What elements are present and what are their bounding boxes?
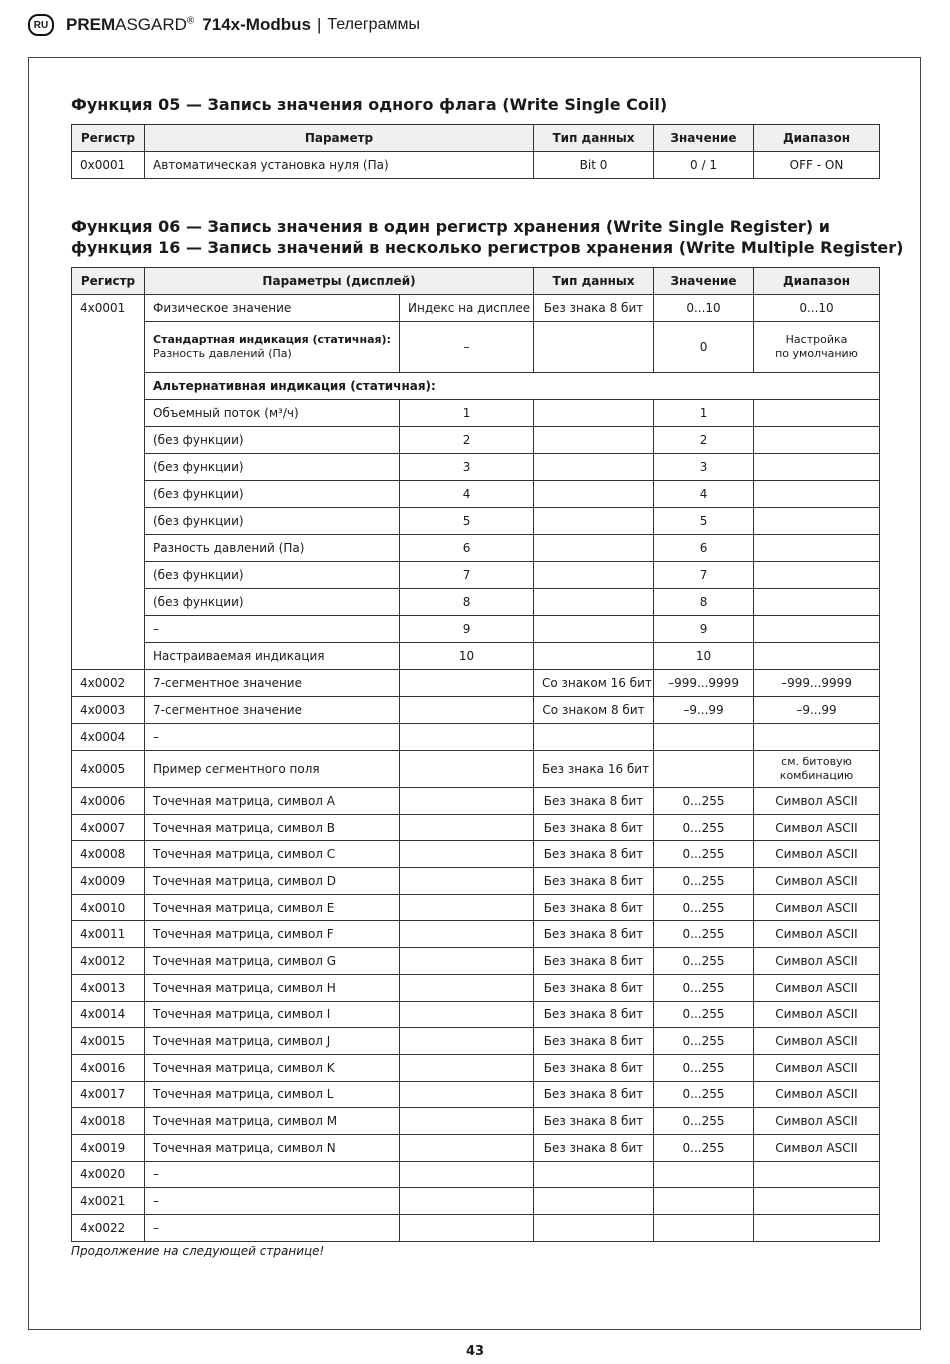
cell-register: 4x0015 — [72, 1028, 145, 1055]
cell-index: 1 — [400, 400, 534, 427]
language-badge: RU — [28, 14, 54, 36]
cell-parameter: Точечная матрица, символ K — [145, 1054, 400, 1081]
cell-range — [754, 562, 880, 589]
cell-index — [400, 1054, 534, 1081]
table-row — [72, 400, 880, 427]
cell-parameter: Точечная матрица, символ F — [145, 921, 400, 948]
cell-range — [754, 427, 880, 454]
cell-index — [400, 670, 534, 697]
cell-parameter: Разность давлений (Па) — [145, 535, 400, 562]
table-row — [72, 1028, 880, 1055]
cell-value: 10 — [654, 643, 754, 670]
section2-title-line1: Функция 06 — Запись значения в один регистр хранения (Write Single Register) и — [71, 217, 830, 236]
cell-index — [400, 1081, 534, 1108]
cell-parameter: (без функции) — [145, 589, 400, 616]
cell-index — [400, 1134, 534, 1161]
table-row — [72, 322, 880, 373]
cell-register: 4x0018 — [72, 1108, 145, 1135]
cell-parameter: 7-сегментное значение — [145, 670, 400, 697]
cell-datatype: Без знака 8 бит — [534, 1134, 654, 1161]
cell-index: 7 — [400, 562, 534, 589]
cell-index: 10 — [400, 643, 534, 670]
cell-index — [400, 751, 534, 788]
cell-datatype — [534, 562, 654, 589]
cell-parameter: Точечная матрица, символ M — [145, 1108, 400, 1135]
alternative-indication-label: Альтернативная индикация (статичная): — [145, 373, 880, 400]
cell-value: 0...255 — [654, 841, 754, 868]
cell-range: Символ ASCII — [754, 814, 880, 841]
table-row — [72, 1001, 880, 1028]
cell-parameter: Точечная матрица, символ C — [145, 841, 400, 868]
cell-parameter: Точечная матрица, символ I — [145, 1001, 400, 1028]
registered-mark: ® — [186, 15, 195, 27]
cell-register: 4x0009 — [72, 868, 145, 895]
cell-register: 4x0004 — [72, 724, 145, 751]
cell-value: 9 — [654, 616, 754, 643]
cell-register-empty — [72, 562, 145, 589]
table-header-row — [72, 268, 880, 295]
cell-value: 0...255 — [654, 1108, 754, 1135]
table-row — [72, 788, 880, 815]
cell-datatype: Без знака 8 бит — [534, 974, 654, 1001]
cell-register-empty — [72, 427, 145, 454]
cell-range: Символ ASCII — [754, 1028, 880, 1055]
cell-datatype — [534, 427, 654, 454]
table-row — [72, 562, 880, 589]
table-row — [72, 670, 880, 697]
cell-register: 4x0019 — [72, 1134, 145, 1161]
cell-parameter: Точечная матрица, символ E — [145, 894, 400, 921]
cell-register: 0x0001 — [72, 152, 145, 179]
cell-value: –999...9999 — [654, 670, 754, 697]
cell-register-empty — [72, 589, 145, 616]
cell-index — [400, 1108, 534, 1135]
cell-index — [400, 1215, 534, 1242]
cell-value: 0...255 — [654, 868, 754, 895]
cell-parameter: Точечная матрица, символ J — [145, 1028, 400, 1055]
range-line2: комбинацию — [779, 769, 854, 782]
cell-value: 0 / 1 — [654, 152, 754, 179]
cell-datatype — [534, 535, 654, 562]
cell-value: 2 — [654, 427, 754, 454]
continuation-note: Продолжение на следующей странице! — [71, 1244, 325, 1258]
cell-parameter: (без функции) — [145, 508, 400, 535]
cell-index — [400, 1001, 534, 1028]
cell-register: 4x0001 — [72, 295, 145, 322]
table-row — [72, 697, 880, 724]
cell-value: 0 — [654, 322, 754, 373]
cell-range: –9...99 — [754, 697, 880, 724]
cell-register: 4x0022 — [72, 1215, 145, 1242]
cell-value: –9...99 — [654, 697, 754, 724]
cell-index: Индекс на дисплее — [400, 295, 534, 322]
cell-register: 4x0017 — [72, 1081, 145, 1108]
table-row — [72, 373, 880, 400]
cell-index: 5 — [400, 508, 534, 535]
range-line1: Настройка — [785, 333, 848, 346]
header-title: Телеграммы — [327, 16, 420, 33]
cell-register: 4x0006 — [72, 788, 145, 815]
cell-value: 0...10 — [654, 295, 754, 322]
cell-value: 1 — [654, 400, 754, 427]
cell-datatype — [534, 508, 654, 535]
cell-value: 0...255 — [654, 894, 754, 921]
table-row — [72, 454, 880, 481]
standard-indication-label: Стандартная индикация (статичная): — [153, 333, 391, 346]
cell-range — [754, 643, 880, 670]
table-row — [72, 868, 880, 895]
cell-register-empty — [72, 454, 145, 481]
cell-register-empty — [72, 322, 145, 373]
range-line1: см. битовую — [781, 755, 852, 768]
cell-index — [400, 921, 534, 948]
cell-parameter — [145, 322, 400, 373]
cell-value: 7 — [654, 562, 754, 589]
cell-value — [654, 1188, 754, 1215]
table-row — [72, 643, 880, 670]
cell-range: Символ ASCII — [754, 948, 880, 975]
cell-index: – — [400, 322, 534, 373]
cell-datatype — [534, 454, 654, 481]
cell-parameter: – — [145, 724, 400, 751]
cell-range — [754, 535, 880, 562]
cell-datatype: Без знака 8 бит — [534, 948, 654, 975]
cell-datatype: Без знака 8 бит — [534, 841, 654, 868]
cell-register: 4x0010 — [72, 894, 145, 921]
header-separator: | — [316, 15, 322, 34]
cell-index — [400, 1161, 534, 1188]
cell-register: 4x0005 — [72, 751, 145, 788]
cell-value: 0...255 — [654, 1134, 754, 1161]
cell-parameter: Объемный поток (м³/ч) — [145, 400, 400, 427]
col-header-value: Значение — [654, 268, 754, 295]
cell-value: 0...255 — [654, 1028, 754, 1055]
cell-parameter: Пример сегментного поля — [145, 751, 400, 788]
cell-datatype: Без знака 8 бит — [534, 814, 654, 841]
cell-datatype — [534, 400, 654, 427]
cell-range: Символ ASCII — [754, 1081, 880, 1108]
table-row — [72, 1108, 880, 1135]
cell-index: 3 — [400, 454, 534, 481]
cell-range — [754, 481, 880, 508]
cell-value: 0...255 — [654, 974, 754, 1001]
cell-value: 3 — [654, 454, 754, 481]
cell-parameter: Физическое значение — [145, 295, 400, 322]
range-line2: по умолчанию — [775, 347, 858, 360]
table-row — [72, 894, 880, 921]
cell-datatype — [534, 724, 654, 751]
table-row — [72, 589, 880, 616]
table-row — [72, 921, 880, 948]
cell-parameter: Точечная матрица, символ B — [145, 814, 400, 841]
cell-range: Символ ASCII — [754, 1054, 880, 1081]
page-number: 43 — [465, 1344, 485, 1359]
cell-index: 2 — [400, 427, 534, 454]
cell-register: 4x0013 — [72, 974, 145, 1001]
cell-index — [400, 868, 534, 895]
cell-parameter: Настраиваемая индикация — [145, 643, 400, 670]
cell-range — [754, 1215, 880, 1242]
cell-value: 0...255 — [654, 921, 754, 948]
cell-range: Символ ASCII — [754, 974, 880, 1001]
section1-title: Функция 05 — Запись значения одного флага (Write Single Coil) — [71, 95, 668, 114]
cell-parameter: 7-сегментное значение — [145, 697, 400, 724]
brand-name — [66, 15, 194, 35]
cell-index — [400, 841, 534, 868]
col-header-range: Диапазон — [754, 268, 880, 295]
cell-datatype: Без знака 16 бит — [534, 751, 654, 788]
cell-register: 4x0016 — [72, 1054, 145, 1081]
cell-datatype — [534, 1215, 654, 1242]
col-header-register: Регистр — [72, 268, 145, 295]
cell-range — [754, 724, 880, 751]
cell-parameter: (без функции) — [145, 427, 400, 454]
cell-register-empty — [72, 535, 145, 562]
table-row — [72, 1188, 880, 1215]
cell-datatype: Без знака 8 бит — [534, 1054, 654, 1081]
cell-register: 4x0008 — [72, 841, 145, 868]
cell-value: 5 — [654, 508, 754, 535]
cell-value: 0...255 — [654, 1001, 754, 1028]
cell-value: 0...255 — [654, 1081, 754, 1108]
col-header-parameters: Параметры (дисплей) — [145, 268, 534, 295]
standard-indication-sub: Разность давлений (Па) — [153, 347, 292, 360]
table-row — [72, 1215, 880, 1242]
cell-datatype: Без знака 8 бит — [534, 894, 654, 921]
cell-parameter: Точечная матрица, символ A — [145, 788, 400, 815]
brand-rest: ASGARD — [115, 15, 187, 34]
cell-value: 8 — [654, 589, 754, 616]
table-row — [72, 481, 880, 508]
col-header-datatype: Тип данных — [534, 268, 654, 295]
cell-value — [654, 751, 754, 788]
cell-datatype: Без знака 8 бит — [534, 1028, 654, 1055]
cell-parameter: Точечная матрица, символ N — [145, 1134, 400, 1161]
table-row — [72, 814, 880, 841]
cell-parameter: – — [145, 1161, 400, 1188]
cell-index — [400, 788, 534, 815]
cell-index — [400, 894, 534, 921]
cell-value: 0...255 — [654, 788, 754, 815]
section2-title-line2: функция 16 — Запись значений в несколько регистров хранения (Write Multiple Register) — [71, 238, 904, 257]
cell-value — [654, 1215, 754, 1242]
cell-register-empty — [72, 508, 145, 535]
cell-range: Символ ASCII — [754, 894, 880, 921]
cell-range: Символ ASCII — [754, 1001, 880, 1028]
cell-value: 0...255 — [654, 1054, 754, 1081]
cell-datatype — [534, 481, 654, 508]
table-row — [72, 1161, 880, 1188]
cell-index: 9 — [400, 616, 534, 643]
cell-range — [754, 322, 880, 373]
cell-register: 4x0011 — [72, 921, 145, 948]
cell-datatype: Без знака 8 бит — [534, 788, 654, 815]
cell-datatype: Со знаком 8 бит — [534, 697, 654, 724]
cell-parameter: – — [145, 1215, 400, 1242]
cell-register: 4x0002 — [72, 670, 145, 697]
cell-parameter: Автоматическая установка нуля (Па) — [145, 152, 534, 179]
cell-range: OFF - ON — [754, 152, 880, 179]
table-header-row — [72, 125, 880, 152]
cell-value — [654, 1161, 754, 1188]
cell-value: 0...255 — [654, 814, 754, 841]
table-row — [72, 751, 880, 788]
table-row — [72, 427, 880, 454]
brand-bold: PREM — [66, 15, 116, 34]
cell-register-empty — [72, 616, 145, 643]
cell-datatype: Без знака 8 бит — [534, 1081, 654, 1108]
cell-index — [400, 1188, 534, 1215]
cell-index — [400, 814, 534, 841]
cell-index — [400, 948, 534, 975]
cell-range: Символ ASCII — [754, 841, 880, 868]
cell-parameter: (без функции) — [145, 562, 400, 589]
cell-range — [754, 400, 880, 427]
cell-range: –999...9999 — [754, 670, 880, 697]
cell-parameter: Точечная матрица, символ G — [145, 948, 400, 975]
col-header-register: Регистр — [72, 125, 145, 152]
write-single-coil-table — [71, 124, 880, 179]
cell-index — [400, 1028, 534, 1055]
cell-register-empty — [72, 400, 145, 427]
cell-range: Символ ASCII — [754, 1134, 880, 1161]
cell-range — [754, 1188, 880, 1215]
cell-range — [754, 1161, 880, 1188]
cell-register-empty — [72, 643, 145, 670]
table-row — [72, 508, 880, 535]
model-name: 714x-Modbus — [202, 15, 311, 34]
cell-range — [754, 454, 880, 481]
cell-parameter: – — [145, 1188, 400, 1215]
table-row — [72, 152, 880, 179]
cell-index — [400, 724, 534, 751]
table-row — [72, 841, 880, 868]
cell-range: Символ ASCII — [754, 788, 880, 815]
cell-register: 4x0021 — [72, 1188, 145, 1215]
cell-datatype — [534, 1161, 654, 1188]
cell-parameter: Точечная матрица, символ D — [145, 868, 400, 895]
cell-register: 4x0012 — [72, 948, 145, 975]
cell-value: 0...255 — [654, 948, 754, 975]
cell-parameter: Точечная матрица, символ H — [145, 974, 400, 1001]
table-row — [72, 974, 880, 1001]
cell-parameter: – — [145, 616, 400, 643]
cell-register-empty — [72, 373, 145, 400]
table-row — [72, 724, 880, 751]
cell-value: 4 — [654, 481, 754, 508]
col-header-parameter: Параметр — [145, 125, 534, 152]
page-header — [28, 12, 420, 38]
cell-parameter: Точечная матрица, символ L — [145, 1081, 400, 1108]
cell-parameter: (без функции) — [145, 454, 400, 481]
table-row — [72, 948, 880, 975]
cell-register: 4x0014 — [72, 1001, 145, 1028]
cell-datatype — [534, 1188, 654, 1215]
cell-value — [654, 724, 754, 751]
cell-index: 4 — [400, 481, 534, 508]
cell-range: Символ ASCII — [754, 1108, 880, 1135]
write-register-table — [71, 267, 880, 1242]
cell-range: Символ ASCII — [754, 921, 880, 948]
cell-range — [754, 508, 880, 535]
col-header-range: Диапазон — [754, 125, 880, 152]
cell-datatype: Без знака 8 бит — [534, 1001, 654, 1028]
cell-datatype: Без знака 8 бит — [534, 921, 654, 948]
cell-datatype — [534, 589, 654, 616]
col-header-datatype: Тип данных — [534, 125, 654, 152]
cell-range — [754, 751, 880, 788]
cell-datatype: Bit 0 — [534, 152, 654, 179]
cell-register: 4x0020 — [72, 1161, 145, 1188]
table-row — [72, 1081, 880, 1108]
cell-register: 4x0007 — [72, 814, 145, 841]
table-row — [72, 616, 880, 643]
cell-datatype: Без знака 8 бит — [534, 1108, 654, 1135]
cell-datatype — [534, 643, 654, 670]
cell-range: 0...10 — [754, 295, 880, 322]
cell-datatype: Со знаком 16 бит — [534, 670, 654, 697]
cell-datatype — [534, 322, 654, 373]
cell-register: 4x0003 — [72, 697, 145, 724]
cell-index: 8 — [400, 589, 534, 616]
cell-parameter: (без функции) — [145, 481, 400, 508]
cell-index: 6 — [400, 535, 534, 562]
cell-register-empty — [72, 481, 145, 508]
table-row — [72, 1134, 880, 1161]
table-row — [72, 535, 880, 562]
cell-range: Символ ASCII — [754, 868, 880, 895]
cell-range — [754, 589, 880, 616]
table-row — [72, 1054, 880, 1081]
cell-datatype — [534, 616, 654, 643]
col-header-value: Значение — [654, 125, 754, 152]
section2-title — [71, 216, 903, 258]
cell-value: 6 — [654, 535, 754, 562]
cell-index — [400, 974, 534, 1001]
cell-range — [754, 616, 880, 643]
table-row — [72, 295, 880, 322]
cell-datatype: Без знака 8 бит — [534, 295, 654, 322]
cell-datatype: Без знака 8 бит — [534, 868, 654, 895]
cell-index — [400, 697, 534, 724]
